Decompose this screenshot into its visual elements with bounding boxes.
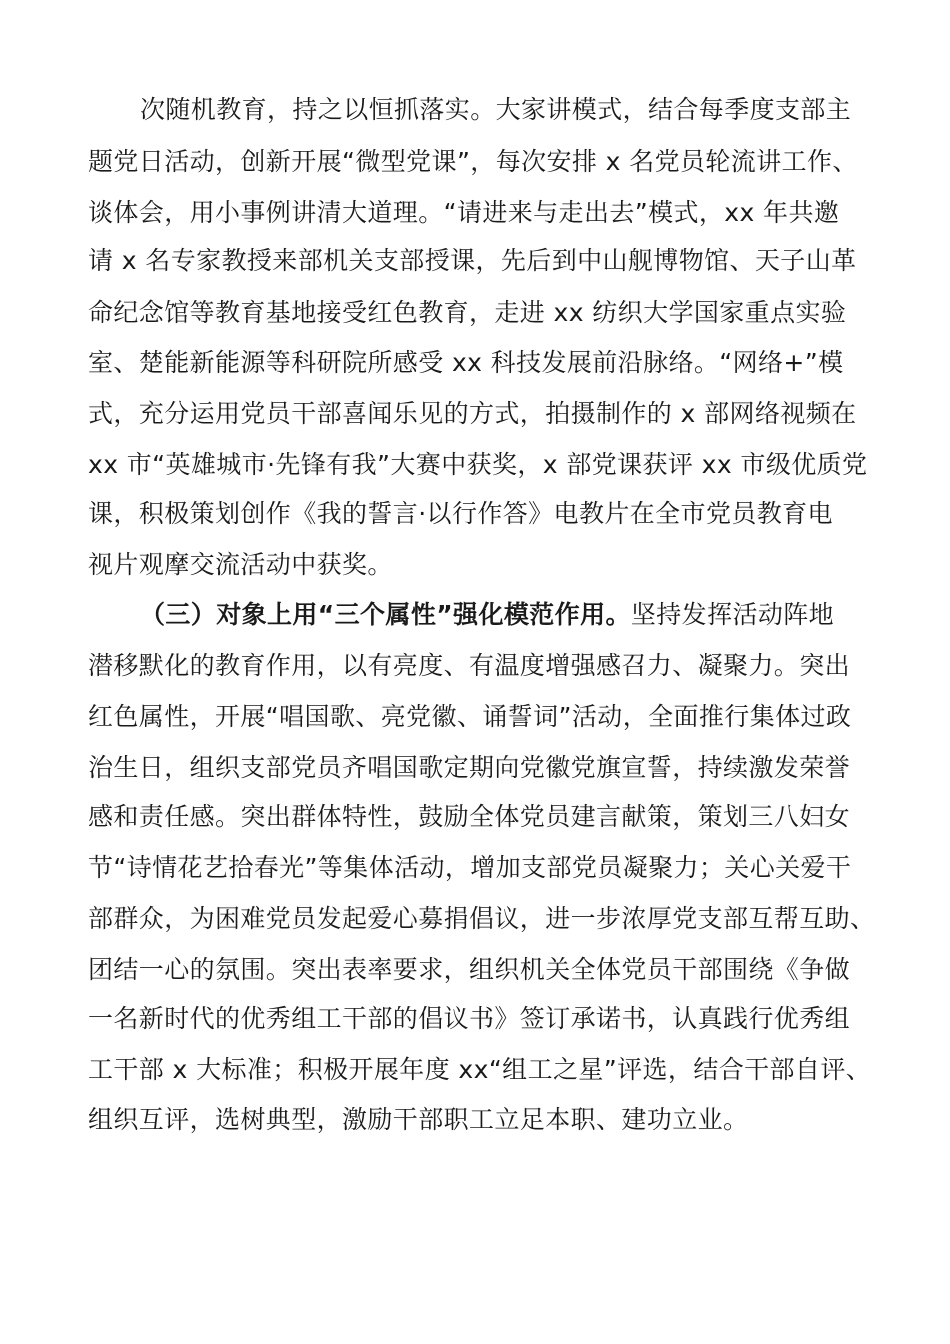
paragraph-line: 节“诗情花艺拾春光”等集体活动，增加支部党员凝聚力；关心关爱干	[88, 853, 852, 882]
paragraph-line: 治生日，组织支部党员齐唱国歌定期向党徽党旗宣誓，持续激发荣誉	[88, 753, 851, 782]
paragraph-line: 工干部 x 大标准；积极开展年度 xx“组工之星”评选，结合干部自评、	[88, 1055, 872, 1084]
paragraph-line: 次随机教育，持之以恒抓落实。大家讲模式，结合每季度支部主	[140, 95, 852, 124]
paragraph-line: 式，充分运用党员干部喜闻乐见的方式，拍摄制作的 x 部网络视频在	[88, 399, 857, 428]
paragraph-line: 感和责任感。突出群体特性，鼓励全体党员建言献策，策划三八妇女	[88, 802, 851, 831]
paragraph-line: 团结一心的氛围。突出表率要求，组织机关全体党员干部围绕《争做	[88, 955, 851, 984]
paragraph-line: 请 x 名专家教授来部机关支部授课，先后到中山舰博物馆、天子山革	[88, 246, 857, 275]
paragraph-first-line	[140, 598, 834, 632]
paragraph-line: 组织互评，选树典型，激励干部职工立足本职、建功立业。	[88, 1105, 749, 1134]
section-heading: （三）对象上用“三个属性”强化模范作用。	[140, 600, 631, 629]
paragraph-line: 课，积极策划创作《我的誓言·以行作答》电教片在全市党员教育电	[88, 499, 833, 528]
paragraph-line: 潜移默化的教育作用，以有亮度、有温度增强感召力、凝聚力。突出	[88, 651, 851, 680]
paragraph-line: 一名新时代的优秀组工干部的倡议书》签订承诺书，认真践行优秀组	[88, 1004, 851, 1033]
paragraph-line: 谈体会，用小事例讲清大道理。“请进来与走出去”模式，xx 年共邀	[88, 198, 840, 227]
paragraph-line: 室、楚能新能源等科研院所感受 xx 科技发展前沿脉络。“网络+”模	[88, 348, 844, 377]
paragraph-line: 红色属性，开展“唱国歌、亮党徽、诵誓词”活动，全面推行集体过政	[88, 702, 852, 731]
paragraph-text: 坚持发挥活动阵地	[630, 600, 835, 629]
paragraph-line: 部群众，为困难党员发起爱心募捐倡议，进一步浓厚党支部互帮互助、	[88, 904, 876, 933]
paragraph-line: 命纪念馆等教育基地接受红色教育，走进 xx 纺织大学国家重点实验	[88, 298, 847, 327]
paragraph-line: 题党日活动，创新开展“微型党课”，每次安排 x 名党员轮流讲工作、	[88, 147, 858, 176]
paragraph-line: 视片观摩交流活动中获奖。	[88, 550, 393, 579]
paragraph-line: xx 市“英雄城市·先锋有我”大赛中获奖，x 部党课获评 xx 市级优质党	[88, 450, 868, 479]
